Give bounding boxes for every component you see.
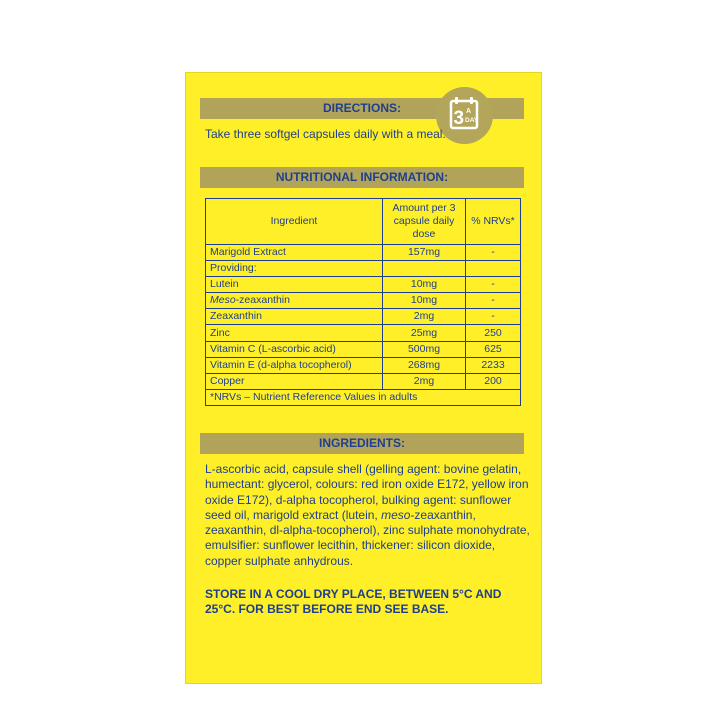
table-row bbox=[206, 341, 521, 357]
table-row bbox=[206, 357, 521, 373]
table-row bbox=[206, 245, 521, 261]
row-amount: 10mg bbox=[383, 277, 466, 293]
row-name: Lutein bbox=[206, 277, 383, 293]
badge-number: 3 bbox=[453, 108, 465, 129]
ingredients-meso-italic: meso bbox=[381, 507, 411, 522]
row-name: Marigold Extract bbox=[206, 245, 383, 261]
row-nrv: 200 bbox=[466, 373, 521, 389]
row-nrv bbox=[466, 261, 521, 277]
row-name: Copper bbox=[206, 373, 383, 389]
ingredients-part-2: -zeaxanthin, zeaxanthin, dl-alpha-tocopherol), zinc sulphate monohydrate, emulsifier: sunflower lecithin, thickener: silicon dioxide, copper sulphate anhydrous. bbox=[205, 507, 530, 568]
row-amount bbox=[383, 261, 466, 277]
badge-word-a: A bbox=[466, 108, 472, 115]
row-amount: 157mg bbox=[383, 245, 466, 261]
table-header-row bbox=[206, 199, 521, 245]
row-name: Zinc bbox=[206, 325, 383, 341]
table-row bbox=[206, 277, 521, 293]
row-name: Vitamin C (L-ascorbic acid) bbox=[206, 341, 383, 357]
row-nrv: 625 bbox=[466, 341, 521, 357]
table-row bbox=[206, 373, 521, 389]
row-nrv: - bbox=[466, 309, 521, 325]
table-row bbox=[206, 261, 521, 277]
storage-instructions: STORE IN A COOL DRY PLACE, BETWEEN 5°C AND 25°C. FOR BEST BEFORE END SEE BASE. bbox=[205, 587, 502, 617]
row-nrv: 250 bbox=[466, 325, 521, 341]
col-amount: Amount per 3 capsule daily dose bbox=[383, 199, 466, 245]
row-nrv: 2233 bbox=[466, 357, 521, 373]
table-footnote-row bbox=[206, 389, 521, 405]
table-row bbox=[206, 309, 521, 325]
table-row bbox=[206, 293, 521, 309]
nutrition-table bbox=[205, 198, 521, 406]
row-name: Vitamin E (d-alpha tocopherol) bbox=[206, 357, 383, 373]
ingredients-text bbox=[205, 462, 533, 569]
ingredients-part-1: L-ascorbic acid, capsule shell (gelling agent: bovine gelatin, humectant: glycerol, colours: red iron oxide E172, yellow iron oxide E172), d-alpha tocopherol, bulking agent: sunflower seed oil, marigold extract (lutein, bbox=[205, 462, 529, 522]
row-amount: 500mg bbox=[383, 341, 466, 357]
row-name bbox=[206, 293, 383, 309]
directions-text: Take three softgel capsules daily with a meal. bbox=[205, 127, 446, 141]
directions-heading: DIRECTIONS: bbox=[200, 98, 524, 119]
row-nrv: - bbox=[466, 277, 521, 293]
badge-word-day: DAY bbox=[465, 117, 479, 124]
col-ingredient: Ingredient bbox=[206, 199, 383, 245]
col-nrv: % NRVs* bbox=[466, 199, 521, 245]
row-name-rest: -zeaxanthin bbox=[235, 294, 290, 307]
row-nrv: - bbox=[466, 245, 521, 261]
nrv-footnote: *NRVs – Nutrient Reference Values in adults bbox=[206, 389, 521, 405]
row-amount: 10mg bbox=[383, 293, 466, 309]
row-nrv: - bbox=[466, 293, 521, 309]
row-name: Zeaxanthin bbox=[206, 309, 383, 325]
row-amount: 2mg bbox=[383, 373, 466, 389]
row-amount: 25mg bbox=[383, 325, 466, 341]
row-name: Providing: bbox=[206, 261, 383, 277]
row-amount: 268mg bbox=[383, 357, 466, 373]
row-amount: 2mg bbox=[383, 309, 466, 325]
nutrition-heading: NUTRITIONAL INFORMATION: bbox=[200, 167, 524, 188]
row-name-italic: Meso bbox=[210, 294, 236, 307]
table-row bbox=[206, 325, 521, 341]
ingredients-heading: INGREDIENTS: bbox=[200, 433, 524, 454]
